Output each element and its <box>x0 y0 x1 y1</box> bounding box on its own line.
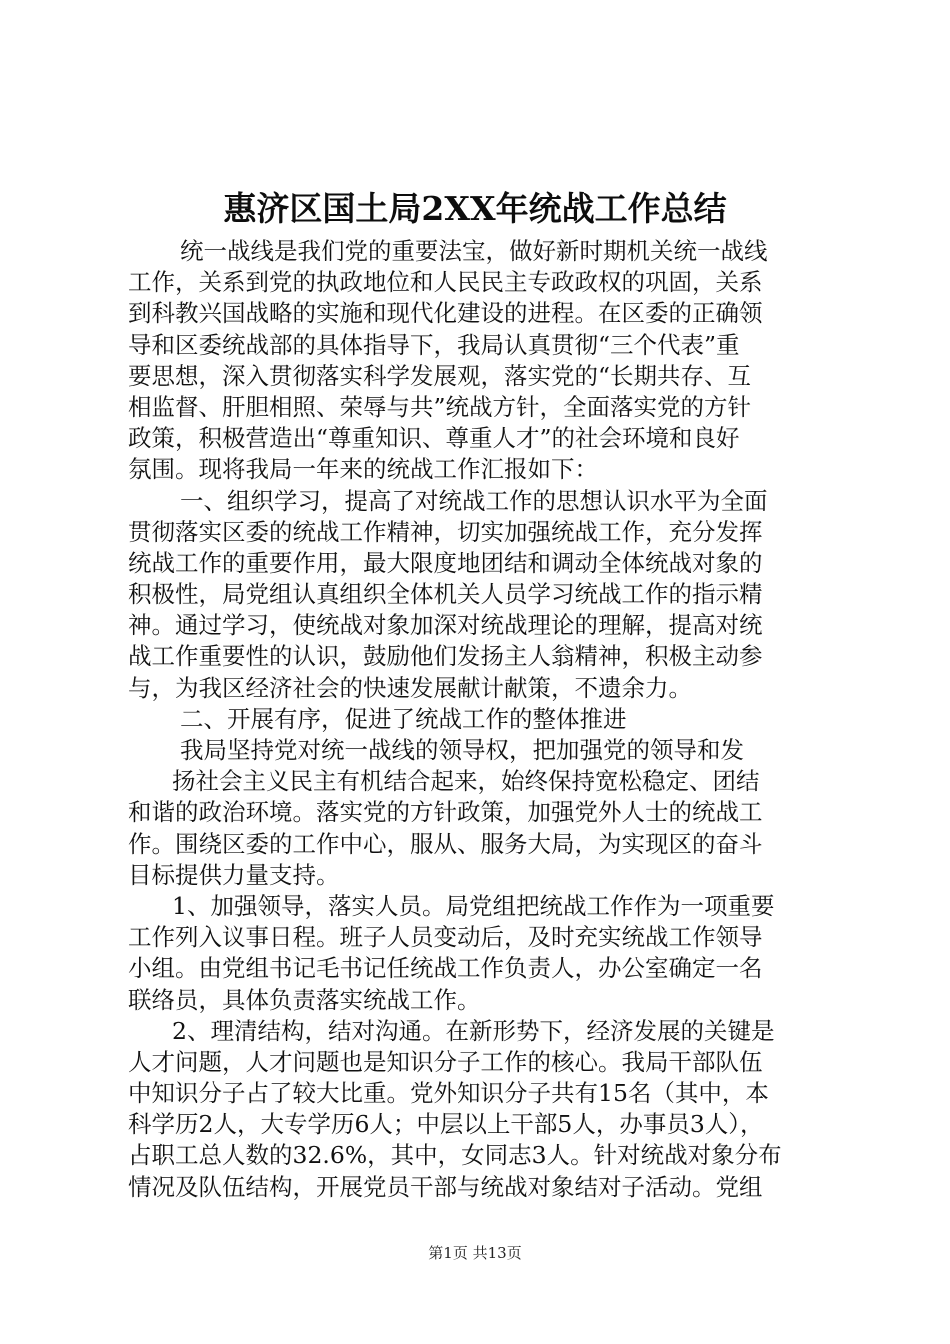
text-line: 2、理清结构，结对沟通。在新形势下，经济发展的关键是 <box>172 1016 775 1045</box>
text-line: 小组。由党组书记毛书记任统战工作负责人，办公室确定一名 <box>128 954 763 983</box>
text-line: 统战工作的重要作用，最大限度地团结和调动全体统战对象的 <box>128 548 763 577</box>
section-heading: 二、开展有序，促进了统战工作的整体推进 <box>180 704 627 733</box>
text-line: 战工作重要性的认识，鼓励他们发扬主人翁精神，积极主动参 <box>128 642 763 671</box>
text-line: 到科教兴国战略的实施和现代化建设的进程。在区委的正确领 <box>128 299 763 328</box>
text-line: 要思想，深入贯彻落实科学发展观，落实党的“长期共存、互 <box>128 361 752 390</box>
text-line: 氛围。现将我局一年来的统战工作汇报如下： <box>128 455 598 484</box>
document-title: 惠济区国土局2XX年统战工作总结 <box>223 189 727 228</box>
text-line: 积极性，局党组认真组织全体机关人员学习统战工作的指示精 <box>128 580 763 609</box>
text-line: 工作，关系到党的执政地位和人民民主专政政权的巩固，关系 <box>128 268 763 297</box>
text-line: 1、加强领导，落实人员。局党组把统战工作作为一项重要 <box>172 891 775 920</box>
page-number-footer: 第1页 共13页 <box>428 1244 522 1262</box>
text-line: 作。围绕区委的工作中心，服从、服务大局，为实现区的奋斗 <box>128 829 763 858</box>
text-line: 工作列入议事日程。班子人员变动后，及时充实统战工作领导 <box>128 923 763 952</box>
text-line: 我局坚持党对统一战线的领导权，把加强党的领导和发 <box>180 736 744 764</box>
document-body <box>128 236 828 1203</box>
text-line: 扬社会主义民主有机结合起来，始终保持宽松稳定、团结 <box>172 767 760 796</box>
text-line: 导和区委统战部的具体指导下，我局认真贯彻“三个代表”重 <box>128 330 740 359</box>
text-line: 政策，积极营造出“尊重知识、尊重人才”的社会环境和良好 <box>128 424 740 453</box>
text-line: 神。通过学习，使统战对象加深对统战理论的理解，提高对统 <box>128 611 763 640</box>
text-line: 联络员，具体负责落实统战工作。 <box>128 985 481 1014</box>
text-line: 中知识分子占了较大比重。党外知识分子共有15名（其中，本 <box>128 1079 769 1108</box>
text-line: 贯彻落实区委的统战工作精神，切实加强统战工作，充分发挥 <box>128 517 763 546</box>
text-line: 科学历2人，大专学历6人；中层以上干部5人，办事员3人）， <box>128 1110 764 1139</box>
text-line: 与，为我区经济社会的快速发展献计献策，不遗余力。 <box>128 673 692 702</box>
text-line: 占职工总人数的32.6%，其中，女同志3人。针对统战对象分布 <box>128 1141 782 1170</box>
text-line: 和谐的政治环境。落实党的方针政策，加强党外人士的统战工 <box>128 798 763 827</box>
text-line: 人才问题，人才问题也是知识分子工作的核心。我局干部队伍 <box>128 1047 763 1076</box>
text-line: 情况及队伍结构，开展党员干部与统战对象结对子活动。党组 <box>128 1172 763 1201</box>
text-line: 一、组织学习，提高了对统战工作的思想认识水平为全面 <box>180 486 768 515</box>
text-line: 目标提供力量支持。 <box>128 860 340 889</box>
text-line: 相监督、肝胆相照、荣辱与共”统战方针，全面落实党的方针 <box>128 392 752 421</box>
text-line: 统一战线是我们党的重要法宝，做好新时期机关统一战线 <box>180 237 768 265</box>
